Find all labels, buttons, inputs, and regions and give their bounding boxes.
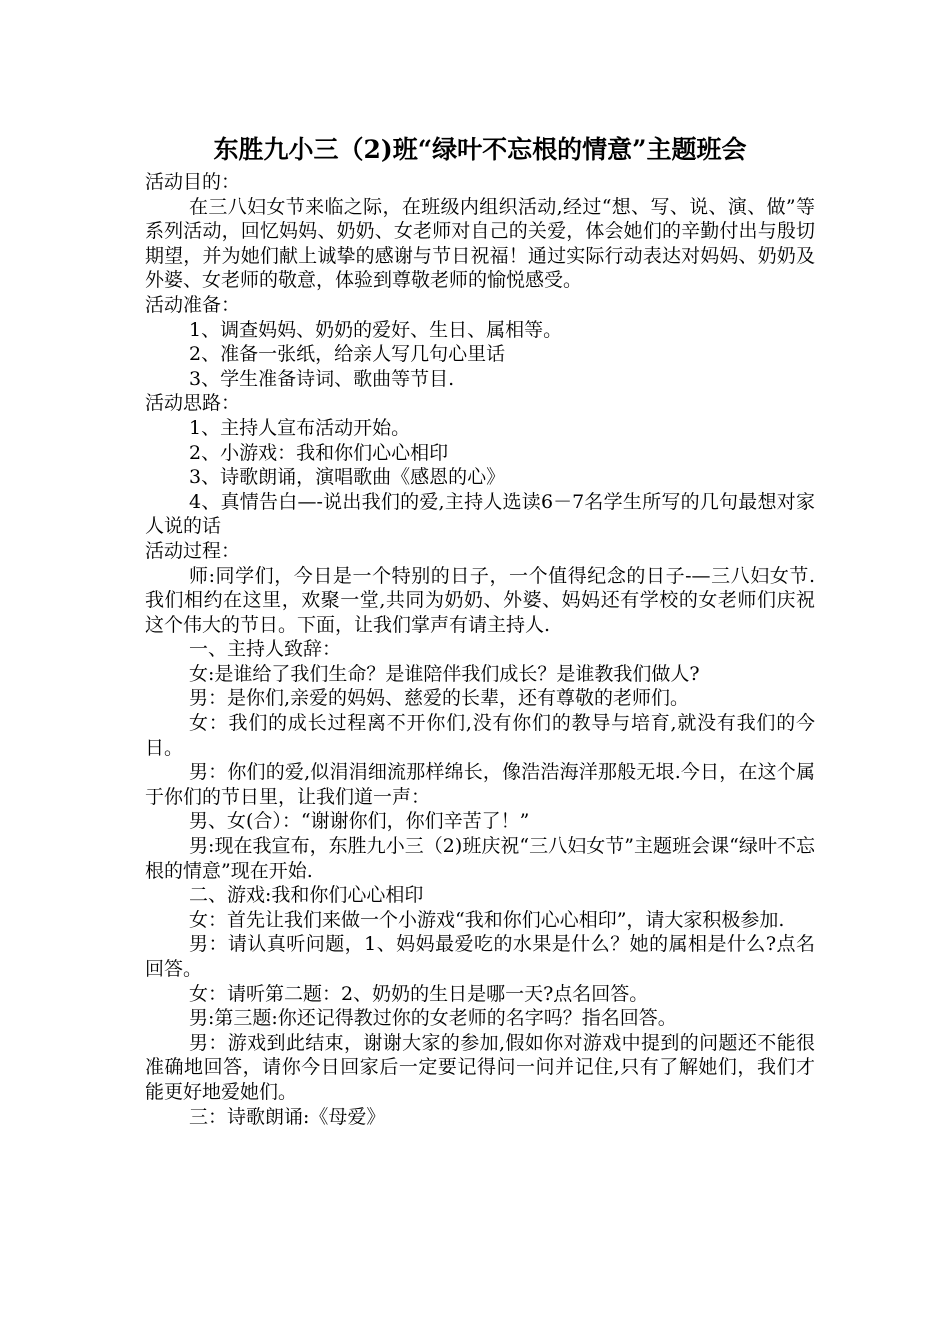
document-title: 东胜九小三（2)班“绿叶不忘根的情意”主题班会: [213, 135, 747, 164]
section-heading-purpose: 活动目的：: [145, 171, 241, 193]
paragraph: 男：你们的爱,似涓涓细流那样绵长，像浩浩海洋那般无垠.今日，在这个属于你们的节日里，让我们道一声：: [145, 761, 815, 808]
paragraph: 男、女(合）：“谢谢你们，你们辛苦了！”: [189, 810, 530, 833]
list-item: 4、真情告白—-说出我们的爱,主持人选读6－7名学生所写的几句最想对家人说的话: [145, 490, 815, 538]
paragraph: 师:同学们，今日是一个特别的日子，一个值得纪念的日子-—三八妇女节.我们相约在这里，欢聚一堂,共同为奶奶、外婆、妈妈还有学校的女老师们庆祝这个伟大的节日。下面，让我们掌声有请主持人.: [145, 564, 815, 636]
document-page: [145, 130, 815, 1129]
list-item: 1、主持人宣布活动开始。: [189, 416, 411, 439]
section-heading-approach: 活动思路：: [145, 392, 241, 415]
section-heading-process: 活动过程：: [145, 539, 241, 562]
paragraph: 男：请认真听问题，1、妈妈最爱吃的水果是什么？她的属相是什么?点名回答。: [145, 933, 815, 980]
paragraph: 男：游戏到此结束，谢谢大家的参加,假如你对游戏中提到的问题还不能很准确地回答，请你今日回家后一定要记得问一问并记住,只有了解她们，我们才能更好地爱她们。: [145, 1031, 815, 1103]
paragraph: 男:第三题:你还记得教过你的女老师的名字吗？指名回答。: [189, 1007, 677, 1030]
list-item: 3、诗歌朗诵，演唱歌曲《感恩的心》: [189, 466, 506, 489]
list-item: 2、小游戏：我和你们心心相印: [189, 441, 449, 464]
paragraph: 女：首先让我们来做一个小游戏“我和你们心心相印”，请大家积极参加.: [189, 908, 785, 931]
paragraph: 男：是你们,亲爱的妈妈、慈爱的长辈，还有尊敬的老师们。: [189, 687, 690, 710]
paragraph: 一、主持人致辞：: [189, 638, 342, 661]
paragraph: 二、游戏:我和你们心心相印: [189, 884, 424, 907]
paragraph: 女：请听第二题：2、奶奶的生日是哪一天?点名回答。: [189, 982, 649, 1005]
paragraph: 男:现在我宣布，东胜九小三（2)班庆祝“三八妇女节”主题班会课“绿叶不忘根的情意”现在开始.: [145, 835, 815, 882]
list-item: 2、准备一张纸，给亲人写几句心里话: [189, 343, 506, 366]
document-body: [145, 170, 815, 1129]
paragraph: 女：我们的成长过程离不开你们,没有你们的教导与培育,就没有我们的今日。: [145, 712, 815, 759]
list-item: 3、学生准备诗词、歌曲等节目.: [189, 367, 455, 390]
paragraph: 三：诗歌朗诵:《母爱》: [189, 1105, 386, 1128]
section-heading-preparation: 活动准备：: [145, 293, 241, 316]
list-item: 1、调查妈妈、奶奶的爱好、生日、属相等。: [189, 318, 563, 341]
paragraph: 在三八妇女节来临之际，在班级内组织活动,经过“想、写、说、演、做”等系列活动，回忆妈妈、奶奶、女老师对自己的关爱，体会她们的辛勤付出与殷切期望，并为她们献上诚挚的感谢与节日祝福！通过实际行动表达对妈妈、奶奶及外婆、女老师的敬意，体验到尊敬老师的愉悦感受。: [145, 195, 815, 292]
paragraph: 女:是谁给了我们生命？是谁陪伴我们成长？是谁教我们做人?: [189, 662, 700, 685]
